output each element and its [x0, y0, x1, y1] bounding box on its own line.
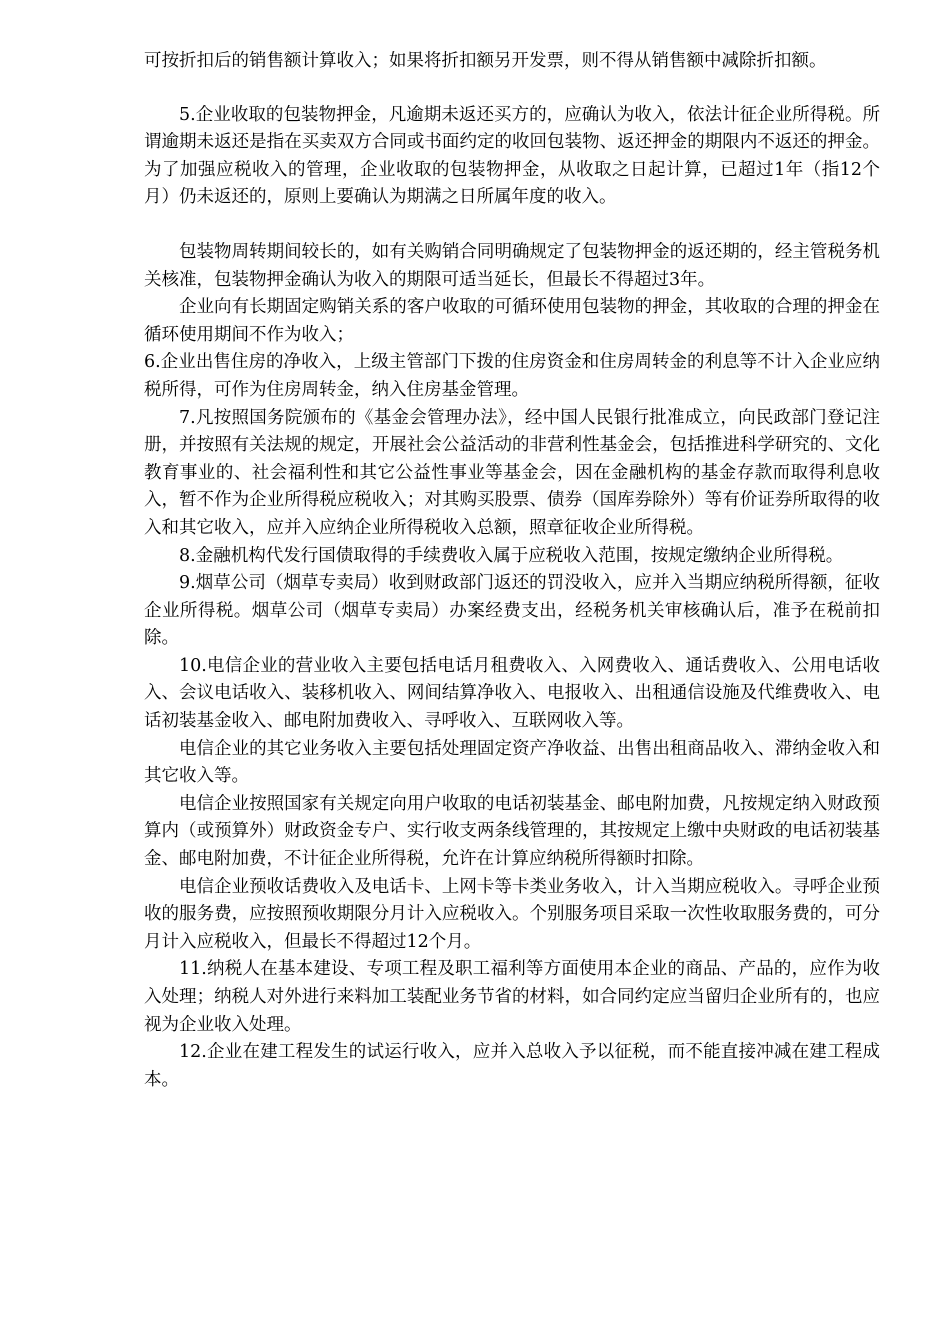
paragraph-item-6-housing-income: 6.企业出售住房的净收入，上级主管部门下拨的住房资金和住房周转金的利息等不计入企业应纳税所得，可作为住房周转金，纳入住房基金管理。: [144, 352, 880, 400]
paragraph-item-12-trial-run-income: 12.企业在建工程发生的试运行收入，应并入总收入予以征税，而不能直接冲减在建工程成本。: [144, 1042, 880, 1090]
paragraph-item-10-telecom-revenue: 10.电信企业的营业收入主要包括电话月租费收入、入网费收入、通话费收入、公用电话收入、会议电话收入、装移机收入、网间结算净收入、电报收入、出租通信设施及代维费收入、电话初装基金收入、邮电附加费收入、寻呼收入、互联网收入等。: [144, 655, 880, 732]
paragraph-telecom-other-revenue: 电信企业的其它业务收入主要包括处理固定资产净收益、出售出租商品收入、滞纳金收入和其它收入等。: [144, 738, 880, 787]
paragraph-discount-continuation: 可按折扣后的销售额计算收入；如果将折扣额另开发票，则不得从销售额中减除折扣额。: [144, 51, 827, 71]
paragraph-packaging-long-turnover: 包装物周转期间较长的，如有关购销合同明确规定了包装物押金的返还期的，经主管税务机关核准，包装物押金确认为收入的期限可适当延长，但最长不得超过3年。: [144, 241, 880, 290]
paragraph-item-5-packaging-deposit: 5.企业收取的包装物押金，凡逾期未返还买方的，应确认为收入，依法计征企业所得税。所谓逾期未返还是指在买卖双方合同或书面约定的收回包装物、返还押金的期限内不返还的押金。为了加强应税收入的管理，企业收取的包装物押金，从收取之日起计算，已超过1年（指12个月）仍未返还的，原则上要确认为期满之日所属年度的收入。: [144, 104, 880, 208]
paragraph-item-7-foundation-interest: 7.凡按照国务院颁布的《基金会管理办法》，经中国人民银行批准成立，向民政部门登记注册，并按照有关法规的规定，开展社会公益活动的非营利性基金会，包括推进科学研究的、文化教育事业的、社会福利性和其它公益性事业等基金会，因在金融机构的基金存款而取得利息收入，暂不作为企业所得税应税收入；对其购买股票、债券（国库券除外）等有价证券所取得的收入和其它收入，应并入应纳企业所得税收入总额，照章征收企业所得税。: [144, 407, 880, 538]
paragraph-item-8-bond-commission: 8.金融机构代发行国债取得的手续费收入属于应税收入范围，按规定缴纳企业所得税。: [179, 545, 844, 566]
document-page: [144, 48, 880, 1094]
paragraph-item-11-self-use-products: 11.纳税人在基本建设、专项工程及职工福利等方面使用本企业的商品、产品的，应作为收入处理；纳税人对外进行来料加工装配业务节省的材料，如合同约定应当留归企业所有的，也应视为企业收入处理。: [144, 959, 880, 1035]
paragraph-recyclable-packaging-deposit: 企业向有长期固定购销关系的客户收取的可循环使用包装物的押金，其收取的合理的押金在循环使用期间不作为收入；: [144, 297, 880, 345]
paragraph-telecom-installation-fund: 电信企业按照国家有关规定向用户收取的电话初装基金、邮电附加费，凡按规定纳入财政预算内（或预算外）财政资金专户、实行收支两条线管理的，其按规定上缴中央财政的电话初装基金、邮电附加费，不计征企业所得税，允许在计算应纳税所得额时扣除。: [144, 793, 880, 870]
paragraph-item-9-tobacco-fines: 9.烟草公司（烟草专卖局）收到财政部门返还的罚没收入，应并入当期应纳税所得额，征收企业所得税。烟草公司（烟草专卖局）办案经费支出，经税务机关审核确认后，准予在税前扣除。: [144, 573, 880, 649]
paragraph-telecom-prepaid-revenue: 电信企业预收话费收入及电话卡、上网卡等卡类业务收入，计入当期应税收入。寻呼企业预收的服务费，应按照预收期限分月计入应税收入。个别服务项目采取一次性收取服务费的，可分月计入应税收入，但最长不得超过12个月。: [144, 876, 880, 952]
